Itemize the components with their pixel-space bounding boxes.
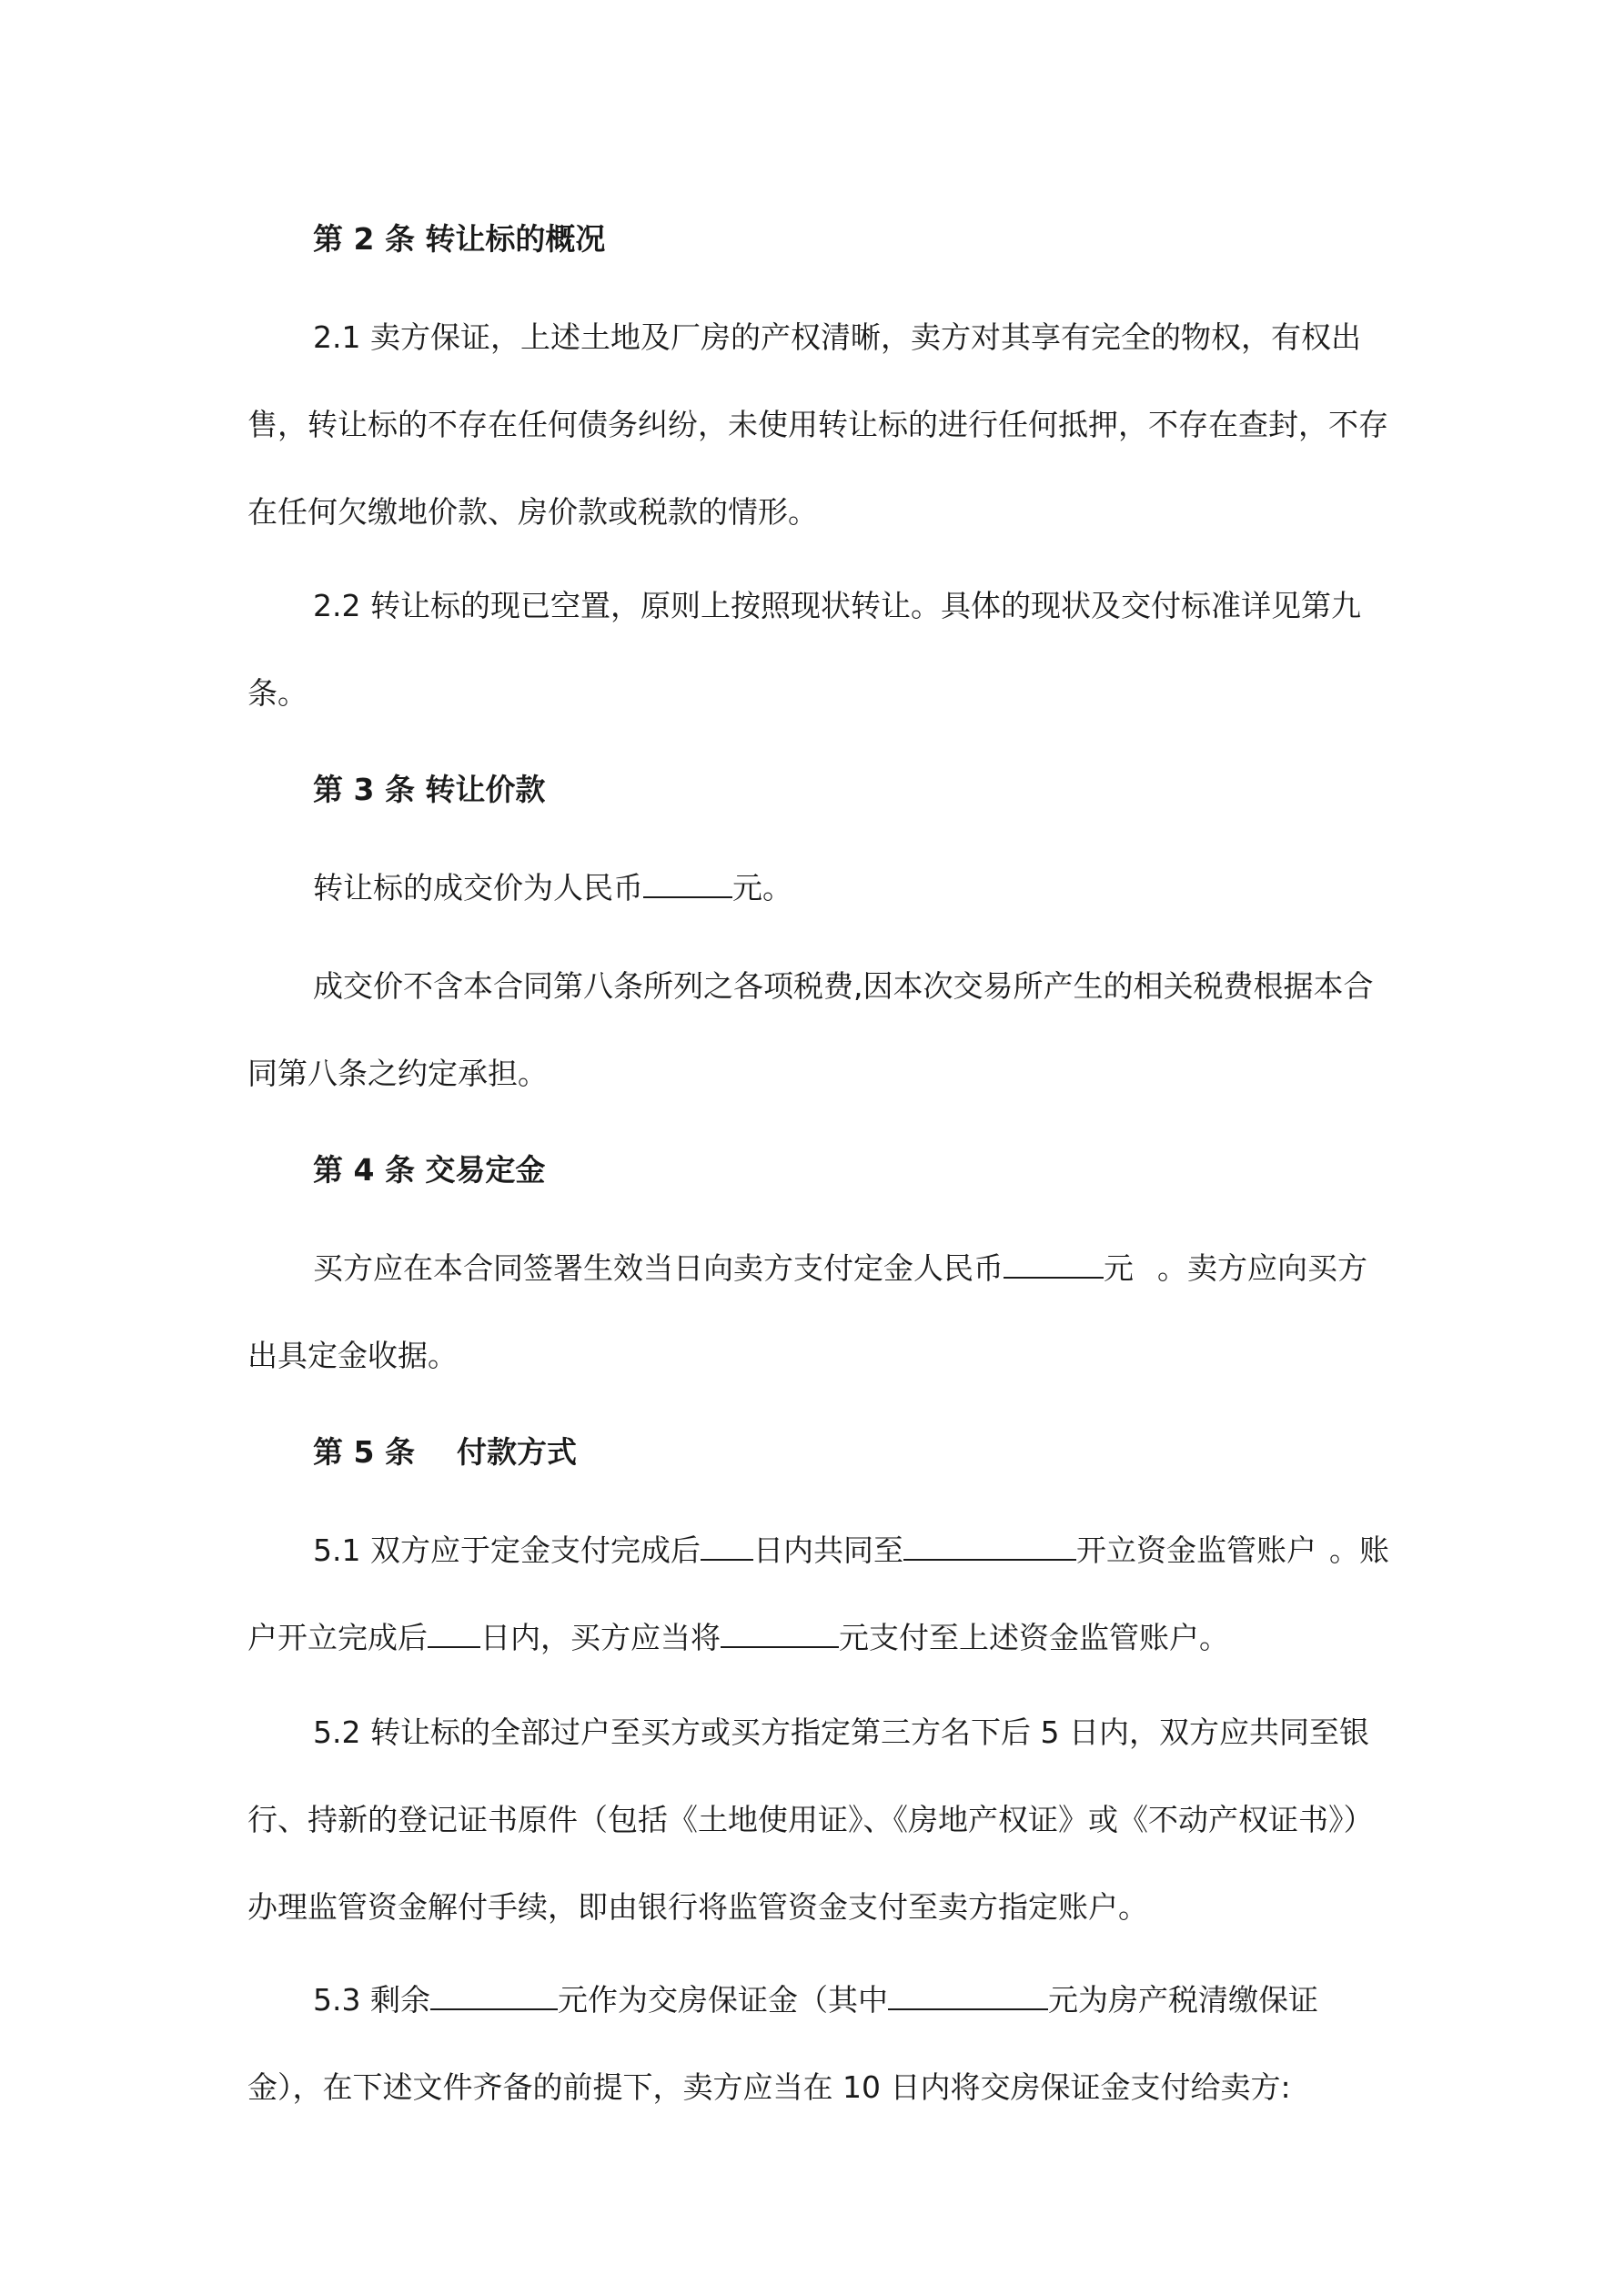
price-blank[interactable] <box>643 869 732 898</box>
article-2-1-paragraph: 2.1 卖方保证，上述土地及厂房的产权清晰，卖方对其享有完全的物权，有权出售，转让标的不存在任何债务纠纷，未使用转让标的进行任何抵押，不存在查封，不存在任何欠缴地价款、房价款或税款的情形。 <box>247 319 1388 530</box>
article-5-1-paragraph: 5.1 双方应于定金支付完成后 日内共同至 开立资金监管账户 。账户开立完成后 日内，买方应当将 元支付至上述资金监管账户。 <box>247 1532 1389 1655</box>
article-3-price-paragraph: 转让标的成交价为人民币 元。 <box>313 870 792 905</box>
days-blank-1[interactable] <box>701 1532 753 1561</box>
article-2-2-paragraph: 2.2 转让标的现已空置，原则上按照现状转让。具体的现状及交付标准详见第九条。 <box>247 588 1361 711</box>
article-5-2-paragraph: 5.2 转让标的全部过户至买方或买方指定第三方名下后 5 日内，双方应共同至银行、持新的登记证书原件（包括《土地使用证》、《房地产权证》或《不动产权证书》）办理监管资金解付手续，即由银行将监管资金支付至卖方指定账户。 <box>247 1714 1374 1925</box>
article-3-heading: 第 3 条 转让价款 <box>313 772 546 807</box>
article-2-heading: 第 2 条 转让标的概况 <box>313 221 606 257</box>
article-5-heading: 第 5 条 付款方式 <box>313 1434 577 1470</box>
article-4-heading: 第 4 条 交易定金 <box>313 1152 546 1188</box>
remaining-amount-blank[interactable] <box>430 1981 558 2010</box>
article-3-tax-paragraph: 成交价不含本合同第八条所列之各项税费,因本次交易所产生的相关税费根据本合同第八条之约定承担。 <box>247 968 1374 1091</box>
days-blank-2[interactable] <box>428 1619 480 1648</box>
tax-guarantee-blank[interactable] <box>888 1981 1048 2010</box>
deposit-blank[interactable] <box>1004 1249 1104 1279</box>
article-5-3-paragraph: 5.3 剩余 元作为交房保证金（其中 元为房产税清缴保证金），在下述文件齐备的前提下，卖方应当在 10 日内将交房保证金支付给卖方: <box>247 1982 1318 2105</box>
amount-blank-1[interactable] <box>721 1619 839 1648</box>
bank-blank[interactable] <box>903 1532 1076 1561</box>
article-4-deposit-paragraph: 买方应在本合同签署生效当日向卖方支付定金人民币 元 。卖方应向买方出具定金收据。 <box>247 1250 1367 1373</box>
